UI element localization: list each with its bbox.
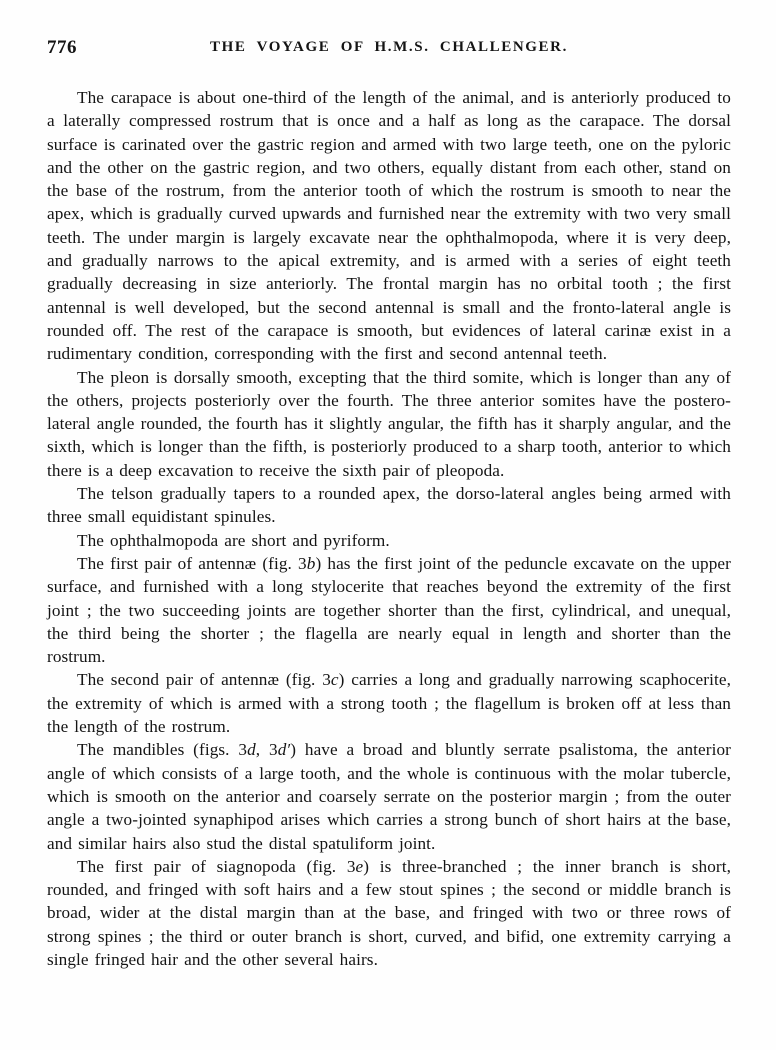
running-title: THE VOYAGE OF H.M.S. CHALLENGER.	[210, 39, 568, 55]
paragraph	[47, 366, 731, 482]
paragraph	[47, 738, 731, 854]
figure-reference: c	[330, 670, 339, 690]
figure-reference: d′	[277, 740, 291, 760]
text-run: The carapace is about one-third of the length of the animal, and is anteriorly produced to a laterally compressed rostrum that is once and a half as long as the carapace. The dorsal surface is carinated over the gastric region and armed with two large teeth, one on the pyloric and the other on the gastric region, and two others, equally distant from each other, stand on the base of the rostrum, from the anterior tooth of which the rostrum is smooth to near the apex, which is gradually curved upwards and furnished near the extremity with two very small teeth. The under margin is largely excavate near the ophthalmopoda, where it is very deep, and gradually narrows to the apical extremity, and is armed with a series of eight teeth gradually decreasing in size anteriorly. The frontal margin has no orbital tooth ; the first antennal is well developed, but the second antennal is small and the fronto-lateral angle is rounded off. The rest of the carapace is smooth, but evidences of lateral carinæ exist in a rudimentary condition, corresponding with the first and second antennal teeth.	[47, 88, 731, 364]
text-run: The mandibles (figs. 3	[77, 740, 248, 760]
paragraph	[47, 482, 731, 529]
paragraph	[47, 529, 731, 552]
text-run: ) is three-branched ; the inner branch is short, rounded, and fringed with soft hairs and a few stout spines ; the second or middle branch is broad, wider at the distal margin than at the base, and fringed with two or three rows of strong spines ; the third or outer branch is short, curved, and bifid, one extremity carrying a single fringed hair and the other several hairs.	[47, 856, 731, 969]
text-run: ) has the first joint of the peduncle excavate on the upper surface, and furnished with a long stylocerite that reaches beyond the extremity of the first joint ; the two succeeding joints are together shorter than the first, cylindrical, and unequal, the third being the shorter ; the flagella are nearly equal in length and shorter than the rostrum.	[47, 553, 731, 667]
text-run: The ophthalmopoda are short and pyriform.	[77, 530, 390, 550]
text-run: , 3	[255, 740, 278, 760]
paragraph	[47, 855, 731, 971]
page-header	[47, 36, 731, 62]
text-run: The telson gradually tapers to a rounded apex, the dorso-lateral angles being armed with three small equidistant spinules.	[47, 484, 731, 527]
text-run: ) carries a long and gradually narrowing scaphocerite, the extremity of which is armed with a strong tooth ; the flagellum is broken off at less than the length of the rostrum.	[47, 670, 731, 737]
text-run: The pleon is dorsally smooth, excepting that the third somite, which is longer than any of the others, projects posteriorly over the fourth. The three anterior somites have the postero-lateral angle rounded, the fourth has it slightly angular, the fifth has it sharply angular, and the sixth, which is longer than the fifth, is posteriorly produced to a sharp tooth, anterior to which there is a deep excavation to receive the sixth pair of pleopoda.	[47, 367, 731, 480]
text-run: ) have a broad and bluntly serrate psalistoma, the anterior angle of which consists of a large tooth, and the whole is continuous with the molar tubercle, which is smooth on the anterior and coarsely serrate on the posterior margin ; from the outer angle a two-jointed synaphipod arises which carries a strong bunch of short hairs at the base, and similar hairs also stud the distal spatuliform joint.	[47, 740, 731, 853]
text-run: The first pair of siagnopoda (fig. 3	[77, 856, 356, 876]
figure-reference: e	[355, 856, 364, 876]
text-run: The first pair of antennæ (fig. 3	[77, 553, 307, 573]
paragraph	[47, 552, 731, 668]
figure-reference: b	[306, 553, 316, 573]
figure-reference: d	[247, 740, 256, 760]
body-text	[47, 86, 731, 971]
page-number: 776	[47, 37, 77, 58]
paragraph	[47, 668, 731, 738]
paragraph	[47, 86, 731, 366]
text-run: The second pair of antennæ (fig. 3	[77, 670, 331, 690]
